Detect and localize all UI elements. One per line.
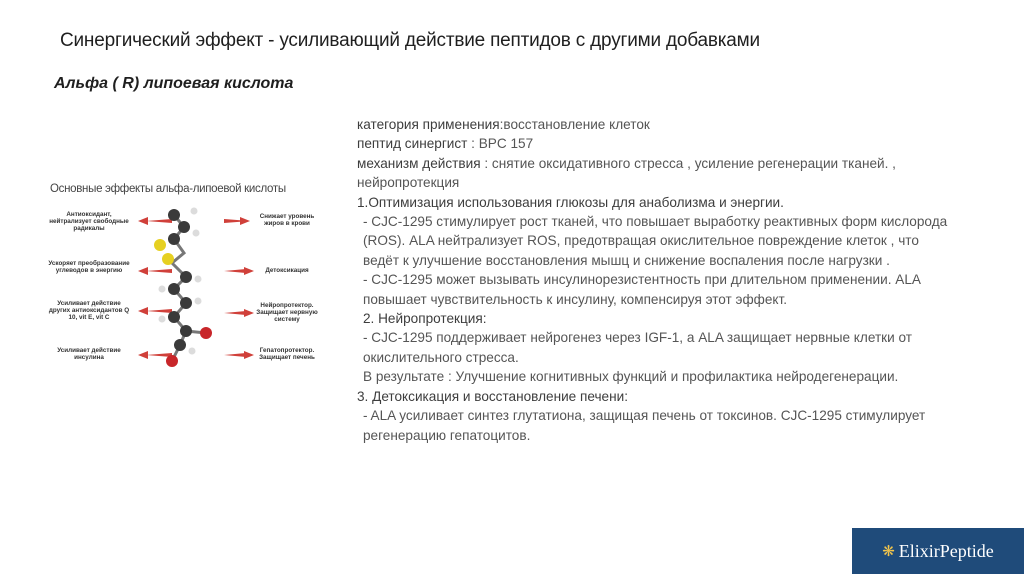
figure-label-neuroprotector: Нейропротектор. Защищает нервную систему <box>256 302 318 323</box>
left-arrows <box>138 217 172 359</box>
logo-text: ElixirPeptide <box>898 540 994 561</box>
peptide-value: : BPC 157 <box>467 136 534 152</box>
slide-title: Синергический эффект - усиливающий действие пептидов с другими добавками <box>60 30 760 51</box>
figure-title: Основные эффекты альфа-липоевой кислоты <box>50 183 286 195</box>
molecule-atoms <box>154 208 212 368</box>
figure-label-insulin: Усиливает действие инсулина <box>57 347 121 361</box>
section-2-paragraph-1: - CJC-1295 поддерживает нейрогенез через IGF-1, а ALA защищает нервные клетки от окислительного стресса. <box>363 330 912 365</box>
category-label: категория применения <box>357 117 500 132</box>
mechanism-line <box>357 154 957 193</box>
content-text <box>357 115 957 445</box>
section-1-paragraph-1: - CJC-1295 стимулирует рост тканей, что повышает выработку реактивных форм кислорода (ROS). ALA нейтрализует ROS, предотвращая окислительное повреждение клеток , что ведёт к улучшение восстановления мышц и снижение воспаления после нагрузки . <box>363 214 948 268</box>
section-3-paragraph-1: - ALA усиливает синтез глутатиона, защищая печень от токсинов. CJC-1295 стимулирует регенерацию гепатоцитов. <box>363 408 926 443</box>
section-1-paragraph-2: - CJC-1295 может вызывать инсулинорезистентность при длительном применении. ALA повышает чувствительность к инсулину, компенсируя этот эффект. <box>363 272 921 307</box>
right-arrows <box>224 217 254 359</box>
section-3-heading: 3. Детоксикация и восстановление печени: <box>357 388 628 404</box>
slide-subtitle: Альфа ( R) липоевая кислота <box>54 75 294 92</box>
figure-label-carbs-energy: Ускоряет преобразование углеводов в энергию <box>48 260 130 274</box>
ala-effects-figure <box>46 183 318 368</box>
section-1-heading: 1.Оптимизация использования глюкозы для анаболизма и энергии. <box>357 194 784 210</box>
figure-label-detox: Детоксикация <box>265 267 309 274</box>
mechanism-value: : снятие оксидативного стресса , усиление регенерации тканей. , нейропротекция <box>357 155 896 191</box>
logo-mark-icon: ❋ <box>882 542 895 560</box>
category-value: :восстановление клеток <box>499 117 650 132</box>
section-2-paragraph-2: В результате : Улучшение когнитивных функций и профилактика нейродегенерации. <box>363 369 899 385</box>
peptide-label: пептид синергист <box>357 136 468 152</box>
peptide-line <box>357 134 957 153</box>
section-2-heading: 2. Нейропротекция: <box>363 311 487 327</box>
figure-label-lipids: Снижает уровень жиров в крови <box>259 213 315 227</box>
elixirpeptide-logo <box>852 528 1024 574</box>
figure-label-hepatoprotector: Гепатопротектор. Защищает печень <box>259 347 315 361</box>
figure-label-antioxidants-boost: Усиливает действие других антиоксидантов Q 10, vit E, vit C <box>48 300 130 321</box>
figure-label-antioxidant: Антиоксидант, нейтрализует свободные радикалы <box>49 211 129 232</box>
category-line <box>357 115 957 134</box>
mechanism-label: механизм действия <box>357 155 481 171</box>
